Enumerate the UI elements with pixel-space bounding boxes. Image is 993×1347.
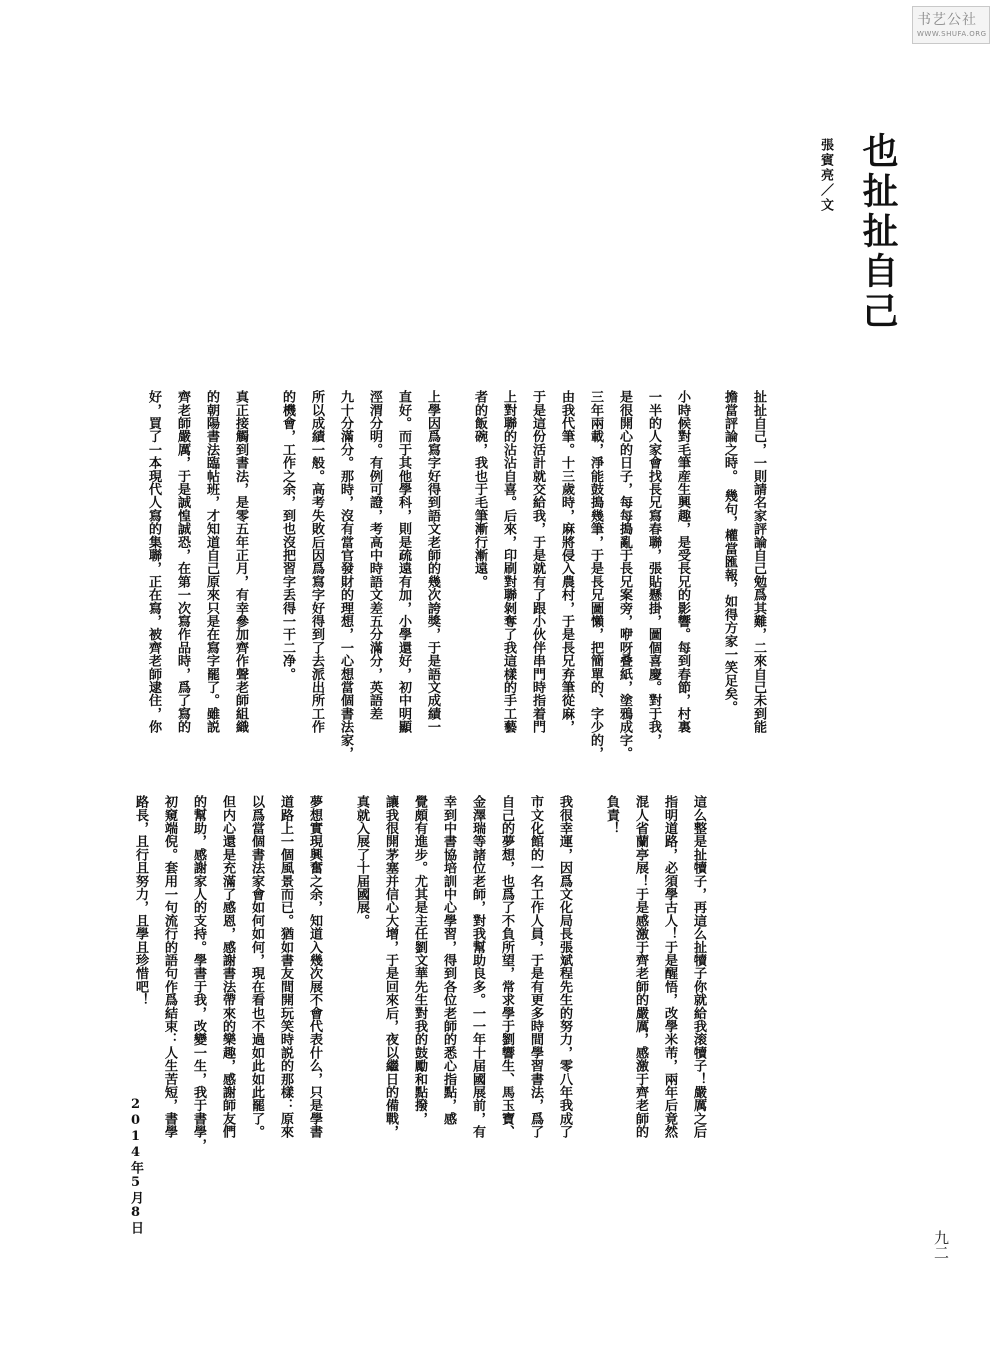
text-line: 直好。而于其他學科，則是疏遠有加，小學還好，初中明顯 bbox=[396, 390, 411, 734]
text-line: 但内心還是充滿了感恩，感謝書法帶來的樂趣，感謝師友們 bbox=[220, 795, 235, 1139]
text-line: 混人省蘭亭展！于是感激于齊老師的嚴厲，感激于齊老師的 bbox=[633, 795, 648, 1139]
text-line: 擔當評論之時。 幾句，權當匯報，如得方家一笑足矣。 bbox=[722, 390, 737, 714]
text-line: 路長，且行且努力，且學且珍惜吧！ bbox=[133, 795, 148, 1007]
text-line: 這么整是扯犢子，再這么扯犢子你就給我滚犢子！嚴厲之后 bbox=[691, 795, 706, 1139]
text-line: 小時候對毛筆産生興趣，是受長兄的影響。每到春節，村裏 bbox=[675, 390, 690, 734]
text-line bbox=[579, 795, 597, 1215]
text-line: 覺頗有進步。尤其是主任劉文華先生對我的鼓勵和點撥， bbox=[412, 795, 427, 1125]
watermark-name: 书艺公社 bbox=[917, 12, 977, 28]
text-line: 上學因爲寫字好得到語文老師的幾次誇獎，于是語文成績一 bbox=[425, 390, 440, 734]
text-line: 我很幸運，因爲文化局長張斌程先生的努力，零八年我成了 bbox=[557, 795, 572, 1139]
text-line bbox=[329, 795, 347, 1215]
watermark-logo bbox=[912, 6, 990, 44]
text-line: 的機會，工作之余，到也沒把習字丢得一干二净。 bbox=[280, 390, 295, 681]
watermark-url: WWW.SHUFA.ORG bbox=[917, 30, 987, 38]
text-line: 的幫助，感謝家人的支持。學書于我，改變一生，我于書學， bbox=[191, 795, 206, 1152]
text-line bbox=[255, 390, 273, 785]
text-line: 以爲當個書法家會如何如何，現在看也不過如此如此罷了。 bbox=[249, 795, 264, 1139]
text-line: 幸到中書協培訓中心學習，得到各位老師的悉心指點，感 bbox=[441, 795, 456, 1125]
text-line bbox=[447, 390, 465, 785]
text-line: 市文化館的一名工作人員，于是有更多時間學習書法，爲了 bbox=[528, 795, 543, 1139]
text-line: 讓我很開茅塞并信心大增，于是回來后，夜以繼日的備戰， bbox=[383, 795, 398, 1139]
text-line: 扯扯自己，一則請名家評論自己勉爲其難，二來自己未到能 bbox=[751, 390, 766, 734]
text-line bbox=[697, 390, 715, 785]
text-line: 九十分滿分。那時，沒有當官發財的理想，一心想當個書法家， bbox=[338, 390, 353, 760]
lower-text-block bbox=[126, 795, 713, 1195]
text-line: 道路上一個風景而已。猶如書友間開玩笑時説的那樣：原來 bbox=[278, 795, 293, 1139]
article-title: 也扯扯自己 bbox=[857, 132, 899, 332]
article-date: 2014年5月8日 bbox=[128, 1097, 143, 1235]
text-line: 三年兩載，淨能鼓搗幾筆，于是長兄圖懶，把簡單的、字少的， bbox=[588, 390, 603, 760]
text-line: 齊老師嚴厲，于是誠惶誠恐，在第一次寫作品時，爲了寫的 bbox=[175, 390, 190, 734]
text-line: 涇渭分明。有例可證，考高中時語文差五分滿分，英語差 bbox=[367, 390, 382, 720]
text-line: 金澤瑞等諸位老師，對我幫助良多。一一年十届國展前，有 bbox=[470, 795, 485, 1139]
text-line: 上對聯的沾沾自喜。后來，印刷對聯剝奪了我這樣的手工藝 bbox=[501, 390, 516, 734]
text-line: 所以成績一般。高考失敗后因爲寫字好得到了去派出所工作 bbox=[309, 390, 324, 734]
text-line: 好，買了一本現代人寫的集聯，正在寫，被齊老師逮住，你 bbox=[146, 390, 161, 734]
text-line: 指明道路，必須學古人！于是醒悟，改學米芾，兩年后竟然 bbox=[662, 795, 677, 1139]
text-line: 的朝陽書法臨帖班，才知道自己原來只是在寫字罷了。雖説 bbox=[204, 390, 219, 734]
text-line: 真就入展了十届國展。 bbox=[354, 795, 369, 927]
text-line: 自己的夢想，也爲了不負所望，常求學于劉響生、馬玉寶、 bbox=[499, 795, 514, 1139]
text-line: 者的飯碗，我也于毛筆漸行漸遠。 bbox=[472, 390, 487, 588]
text-line: 負責！ bbox=[604, 795, 619, 835]
text-line: 一半的人家會找長兄寫春聯，張貼懸掛，圖個喜慶。對于我， bbox=[646, 390, 661, 747]
page-number: 九二 bbox=[932, 1230, 950, 1260]
author-byline: 張賓亮／文 bbox=[818, 138, 833, 213]
text-line: 是很開心的日子，每每搗亂于長兄案旁，咿呀叠紙，塗鴉成字。 bbox=[617, 390, 632, 760]
text-line: 真正接觸到書法，是零五年正月，有幸參加齊作聲老師組織 bbox=[233, 390, 248, 734]
text-line: 初窺端倪。套用一句流行的語句作爲結束：人生苦短，書學 bbox=[162, 795, 177, 1139]
text-line: 于是這份活計就交給我，于是就有了跟小伙伴串門時指着門 bbox=[530, 390, 545, 734]
text-line: 由我代筆。十三歲時，麻將侵入農村，于是長兄弃筆從麻， bbox=[559, 390, 574, 734]
text-line: 夢想實現興奮之余，知道入幾次展不會代表什么，只是學書 bbox=[307, 795, 322, 1139]
